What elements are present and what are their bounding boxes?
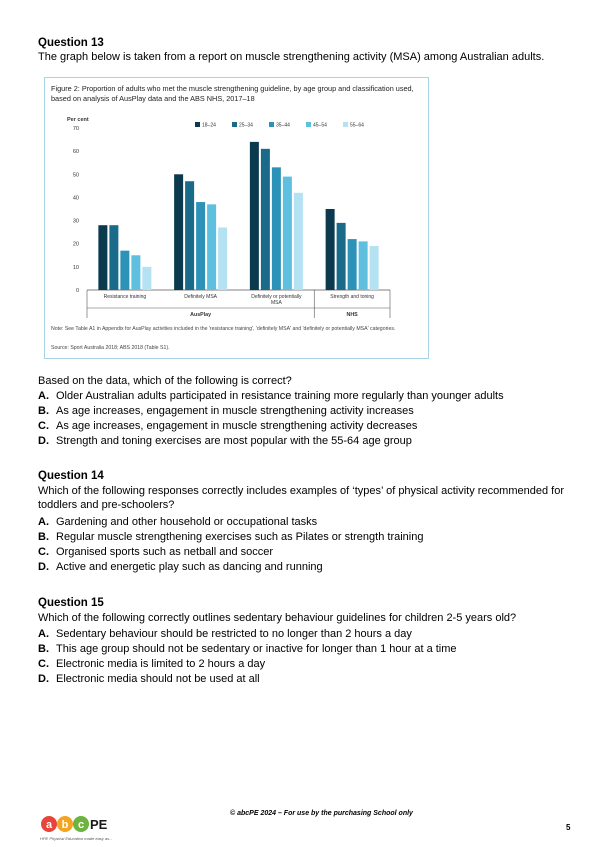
- q13-option-c[interactable]: C. As age increases, engagement in muscle strengthening activity decreases: [38, 420, 418, 432]
- legend-swatch: [269, 122, 274, 127]
- legend-label: 18–24: [202, 122, 216, 129]
- logo-letter-b: b: [61, 819, 69, 831]
- y-tick-label: 30: [72, 218, 79, 225]
- page-number: 5: [566, 823, 571, 832]
- q14-option-b[interactable]: B. Regular muscle strengthening exercises such as Pilates or strength training: [38, 531, 424, 543]
- question-13-prompt: Based on the data, which of the following is correct?: [38, 375, 292, 387]
- legend-label: 45–54: [313, 122, 327, 129]
- bar: [337, 223, 346, 290]
- bar: [370, 246, 379, 290]
- legend-swatch: [232, 122, 237, 127]
- bar: [359, 241, 368, 290]
- y-axis-label: Per cent: [67, 117, 89, 123]
- q13-option-b[interactable]: B. As age increases, engagement in muscle strengthening activity increases: [38, 405, 414, 417]
- y-tick-label: 10: [72, 264, 79, 271]
- figure-note: Note: See Table A1 in Appendix for AusPlay activities included in the 'resistance training', 'definitely MSA' and 'definitely or potentially MSA' categories.: [51, 326, 396, 332]
- bar: [196, 202, 205, 290]
- figure-source: Source: Sport Australia 2018; ABS 2018 (Table S1).: [51, 345, 170, 351]
- logo-letter-c: c: [77, 819, 85, 831]
- x-tick-label: Resistance training: [103, 294, 147, 300]
- group-label: AusPlay: [190, 312, 212, 318]
- question-15-prompt: Which of the following correctly outlines sedentary behaviour guidelines for children 2-5 years old?: [38, 612, 517, 624]
- y-tick-label: 60: [72, 149, 79, 156]
- q14-option-c[interactable]: C. Organised sports such as netball and soccer: [38, 546, 274, 558]
- q15-option-d[interactable]: D. Electronic media should not be used at all: [38, 673, 260, 685]
- bar: [142, 267, 151, 290]
- bar: [98, 225, 107, 290]
- question-13-title: Question 13: [38, 37, 104, 49]
- y-tick-label: 70: [72, 126, 79, 132]
- legend-label: 55–64: [350, 122, 364, 129]
- x-tick-label: Definitely or potentially: [251, 294, 302, 300]
- q13-option-d[interactable]: D. Strength and toning exercises are most popular with the 55-64 age group: [38, 435, 412, 447]
- legend-swatch: [195, 122, 200, 127]
- bar: [326, 209, 335, 290]
- legend-label: 35–44: [276, 122, 290, 129]
- bar-chart: [45, 78, 428, 328]
- question-14-title: Question 14: [38, 470, 104, 482]
- footer-copyright: © abcPE 2024 – For use by the purchasing School only: [230, 810, 413, 817]
- x-tick-label: Strength and toning: [330, 294, 374, 300]
- y-tick-label: 40: [72, 195, 79, 202]
- y-tick-label: 20: [72, 241, 79, 248]
- q14-option-a[interactable]: A. Gardening and other household or occupational tasks: [38, 516, 318, 528]
- q15-option-a[interactable]: A. Sedentary behaviour should be restricted to no longer than 2 hours a day: [38, 628, 412, 640]
- bar: [283, 177, 292, 290]
- x-tick-label: MSA: [270, 300, 282, 306]
- question-14-prompt: Which of the following responses correctly includes examples of ‘types’ of physical activity recommended for toddlers and pre-schoolers?: [38, 485, 564, 511]
- bar: [207, 204, 216, 290]
- bar: [185, 181, 194, 290]
- bar: [131, 255, 140, 290]
- bar: [174, 174, 183, 290]
- x-tick-label: Definitely MSA: [184, 294, 218, 300]
- q13-option-a[interactable]: A. Older Australian adults participated in resistance training more regularly than younger adults: [38, 390, 504, 402]
- bar: [250, 142, 259, 290]
- q14-option-d[interactable]: D. Active and energetic play such as dancing and running: [38, 561, 323, 573]
- logo-letter-a: a: [45, 819, 53, 831]
- bar: [218, 228, 227, 290]
- logo-pe: PE: [90, 817, 108, 832]
- legend-swatch: [343, 122, 348, 127]
- q15-option-b[interactable]: B. This age group should not be sedentary or inactive for longer than 1 hour at a time: [38, 643, 457, 655]
- bar: [272, 167, 281, 290]
- bar: [109, 225, 118, 290]
- question-13-intro: The graph below is taken from a report on muscle strengthening activity (MSA) among Australian adults.: [38, 51, 545, 63]
- question-15-title: Question 15: [38, 597, 104, 609]
- group-label: NHS: [346, 312, 358, 318]
- bar: [261, 149, 270, 290]
- figure-caption: Figure 2: Proportion of adults who met the muscle strengthening guideline, by age group and classification used, based on analysis of AusPlay data and the ABS NHS, 2017–18: [51, 84, 414, 103]
- figure-box: [44, 77, 429, 359]
- bar: [348, 239, 357, 290]
- y-tick-label: 0: [75, 288, 79, 294]
- bar: [294, 193, 303, 290]
- q15-option-c[interactable]: C. Electronic media is limited to 2 hours a day: [38, 658, 266, 670]
- legend-swatch: [306, 122, 311, 127]
- logo-tagline: HPE Physical Education made easy as...: [40, 836, 113, 841]
- legend-label: 25–34: [239, 122, 253, 129]
- y-tick-label: 50: [72, 172, 79, 179]
- bar: [120, 251, 129, 290]
